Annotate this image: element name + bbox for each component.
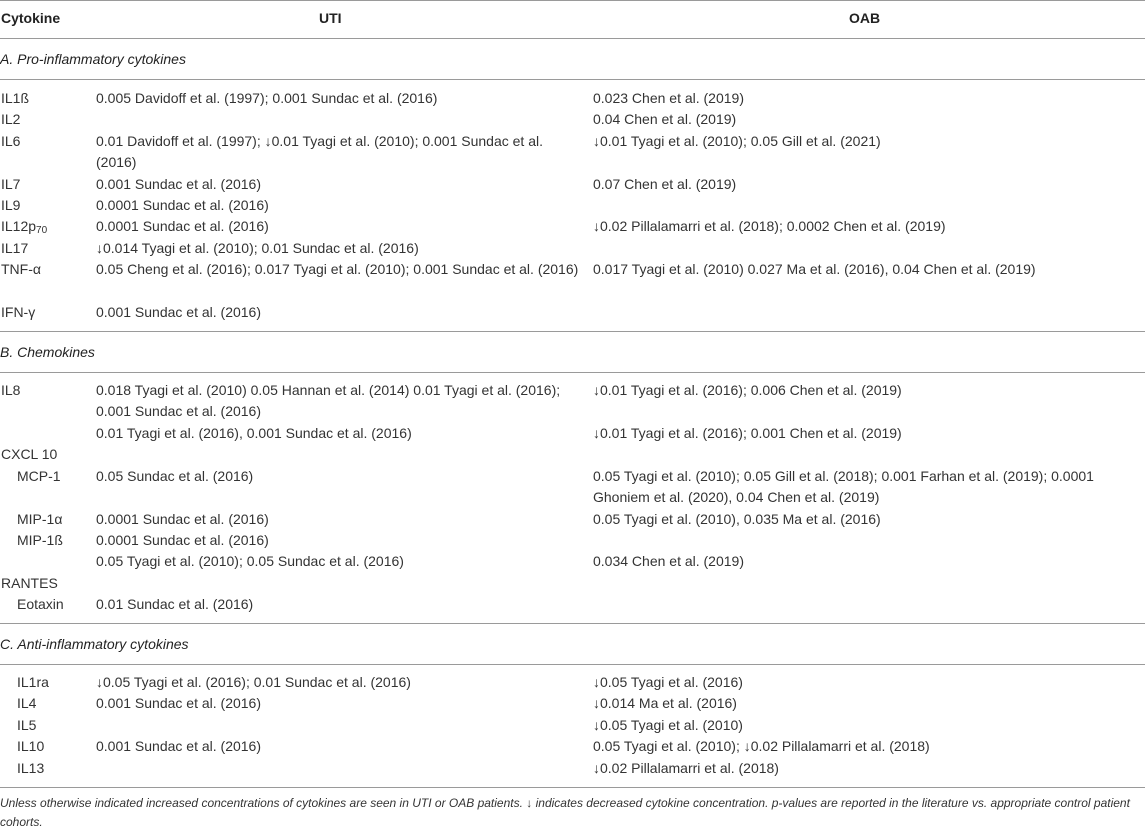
cytokine-name: IL7 (1, 176, 21, 192)
oab-value: 0.05 Tyagi et al. (2010); ↓0.02 Pillalamarri et al. (2018) (593, 738, 930, 754)
uti-value: 0.01 Sundac et al. (2016) (96, 596, 254, 612)
uti-value: 0.05 Sundac et al. (2016) (96, 468, 254, 484)
cytokine-name: MIP-1ß (17, 532, 63, 548)
cytokine-name: MCP-1 (17, 468, 61, 484)
section-rule (0, 664, 1145, 665)
oab-value: ↓0.014 Ma et al. (2016) (593, 695, 737, 711)
cytokine-name: CXCL 10 (1, 446, 58, 462)
cytokine-name: IL1ß (1, 90, 30, 106)
cytokine-name: IL5 (17, 717, 37, 733)
oab-value: ↓0.01 Tyagi et al. (2010); 0.05 Gill et al. (2021) (593, 133, 881, 149)
oab-value: ↓0.05 Tyagi et al. (2016) (593, 674, 743, 690)
cytokine-name: Eotaxin (17, 596, 64, 612)
header-cytokine: Cytokine (1, 10, 61, 26)
header-rule (0, 38, 1145, 39)
section-rule (0, 79, 1145, 80)
uti-value: 0.05 Tyagi et al. (2010); 0.05 Sundac et al. (2016) (96, 553, 404, 569)
section-title-pro-inflammatory: A. Pro-inflammatory cytokines (0, 51, 186, 67)
uti-value: 0.01 Tyagi et al. (2016), 0.001 Sundac et al. (2016) (96, 425, 412, 441)
uti-value: 0.001 Sundac et al. (2016) (96, 695, 262, 711)
cytokine-name: IL4 (17, 695, 37, 711)
section-title-chemokines: B. Chemokines (0, 344, 95, 360)
table-bottom-rule (0, 787, 1145, 788)
section-rule (0, 623, 1145, 624)
oab-value: ↓0.02 Pillalamarri et al. (2018) (593, 760, 779, 776)
cytokine-name-subscript: 70 (36, 225, 48, 236)
cytokine-name-text: IL12p (1, 218, 37, 234)
oab-value: 0.023 Chen et al. (2019) (593, 90, 744, 106)
oab-value: ↓0.01 Tyagi et al. (2016); 0.006 Chen et al. (2019) (593, 382, 902, 398)
uti-value: 0.01 Davidoff et al. (1997); ↓0.01 Tyagi et al. (2010); 0.001 Sundac et al. (2016) (96, 133, 543, 170)
table-footnote: Unless otherwise indicated increased concentrations of cytokines are seen in UTI or OAB patients. ↓ indicates decreased cytokine concentration. p-values are reported in the literature vs. appropriate control patient cohorts. (0, 796, 1130, 829)
oab-value: ↓0.05 Tyagi et al. (2010) (593, 717, 743, 733)
cytokine-name: IL8 (1, 382, 21, 398)
cytokine-name (1, 216, 47, 237)
cytokine-name: IL9 (1, 197, 21, 213)
oab-value: 0.04 Chen et al. (2019) (593, 111, 737, 127)
cytokine-name: IFN-γ (1, 304, 36, 320)
cytokine-name: IL2 (1, 111, 21, 127)
uti-value: ↓0.014 Tyagi et al. (2010); 0.01 Sundac et al. (2016) (96, 240, 419, 256)
cytokine-name: IL17 (1, 240, 29, 256)
uti-value: 0.0001 Sundac et al. (2016) (96, 197, 269, 213)
uti-value: 0.0001 Sundac et al. (2016) (96, 218, 269, 234)
cytokine-name: IL13 (17, 760, 45, 776)
oab-value: 0.017 Tyagi et al. (2010) 0.027 Ma et al. (2016), 0.04 Chen et al. (2019) (593, 261, 1036, 277)
cytokine-name: MIP-1α (17, 511, 63, 527)
uti-value: 0.005 Davidoff et al. (1997); 0.001 Sundac et al. (2016) (96, 90, 438, 106)
oab-value: 0.05 Tyagi et al. (2010), 0.035 Ma et al. (2016) (593, 511, 881, 527)
oab-value: 0.034 Chen et al. (2019) (593, 553, 744, 569)
cytokine-name: TNF-α (1, 261, 41, 277)
oab-value: ↓0.02 Pillalamarri et al. (2018); 0.0002 Chen et al. (2019) (593, 218, 946, 234)
oab-value: 0.05 Tyagi et al. (2010); 0.05 Gill et al. (2018); 0.001 Farhan et al. (2019); 0.0001 Ghoniem et al. (2020), 0.04 Chen et al. (2019) (593, 468, 1094, 505)
header-oab: OAB (849, 10, 881, 26)
uti-value: 0.05 Cheng et al. (2016); 0.017 Tyagi et al. (2010); 0.001 Sundac et al. (2016) (96, 261, 579, 277)
uti-value: 0.0001 Sundac et al. (2016) (96, 511, 269, 527)
oab-value: 0.07 Chen et al. (2019) (593, 176, 737, 192)
cytokine-name: IL10 (17, 738, 45, 754)
uti-value: 0.001 Sundac et al. (2016) (96, 738, 262, 754)
uti-value: 0.001 Sundac et al. (2016) (96, 176, 262, 192)
cytokine-name: IL6 (1, 133, 21, 149)
cytokine-name: RANTES (1, 575, 58, 591)
uti-value: 0.001 Sundac et al. (2016) (96, 304, 262, 320)
header-uti: UTI (319, 10, 342, 26)
cytokine-name: IL1ra (17, 674, 49, 690)
uti-value: 0.0001 Sundac et al. (2016) (96, 532, 269, 548)
uti-value: 0.018 Tyagi et al. (2010) 0.05 Hannan et al. (2014) 0.01 Tyagi et al. (2016); 0.001 Sundac et al. (2016) (96, 382, 561, 419)
section-rule (0, 372, 1145, 373)
section-rule (0, 331, 1145, 332)
section-title-anti-inflammatory: C. Anti-inflammatory cytokines (0, 636, 189, 652)
oab-value: ↓0.01 Tyagi et al. (2016); 0.001 Chen et al. (2019) (593, 425, 902, 441)
table-top-rule (0, 0, 1145, 1)
uti-value: ↓0.05 Tyagi et al. (2016); 0.01 Sundac et al. (2016) (96, 674, 411, 690)
